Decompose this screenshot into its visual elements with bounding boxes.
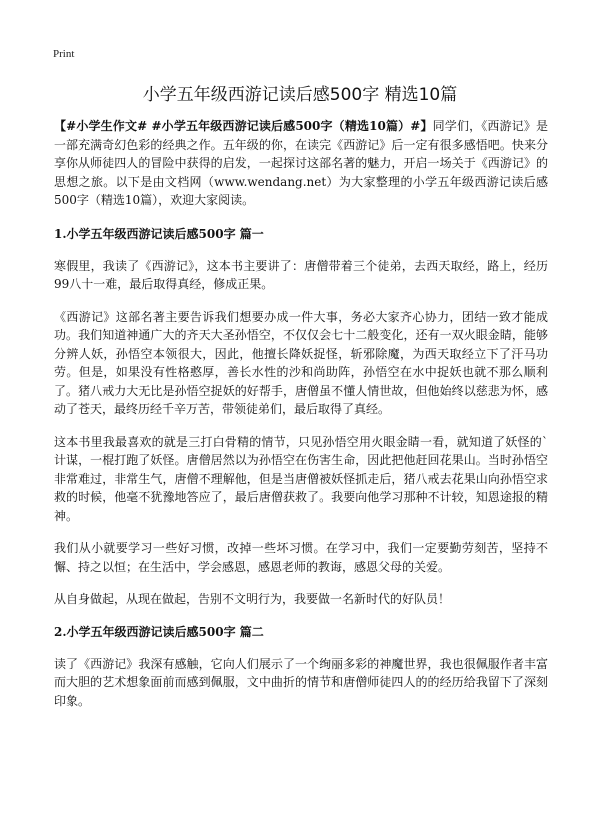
section-heading-1: 1.小学五年级西游记读后感500字 篇一 [54,226,264,241]
print-link[interactable]: Print [53,48,75,60]
paragraph: 寒假里，我读了《西游记》，这本书主要讲了：唐僧带着三个徒弟，去西天取经，路上，经历99八十一难，最后取得真经，修成正果。 [54,258,548,291]
paragraph: 《西游记》这部名著主要告诉我们想要办成一件大事，务必大家齐心协力，团结一致才能成功。我们知道神通广大的齐天大圣孙悟空，不仅仅会七十二般变化，还有一双火眼金睛，能够分辨人妖，孙悟空本领很大，因此，他擅长降妖捉怪，斩邪除魔，为西天取经立下了汗马功劳。但是，如果没有性格憨厚，善长水性的沙和尚助阵，孙悟空在水中捉妖也就不那么顺利了。猪八戒力大无比是孙悟空捉妖的好帮手，唐僧虽不懂人情世故，但他始终以慈悲为怀，感动了苍天，最终历经千辛万苦，带领徒弟们，最后取得了真经。 [54,309,548,416]
paragraph: 我们从小就要学习一些好习惯，改掉一些坏习惯。在学习中，我们一定要勤劳刻苦，坚持不懈、持之以恒；在生活中，学会感恩，感恩老师的教诲，感恩父母的关爱。 [54,541,548,574]
intro-paragraph [54,117,548,210]
paragraph: 读了《西游记》我深有感触，它向人们展示了一个绚丽多彩的神魔世界，我也很佩服作者丰富而大胆的艺术想象面前而感到佩服，文中曲折的情节和唐僧师徒四人的的经历给我留下了深刻印象。 [54,656,548,708]
intro-tags: 【#小学生作文# #小学五年级西游记读后感500字（精选10篇）#】 [54,119,433,133]
paragraph: 这本书里我最喜欢的就是三打白骨精的情节，只见孙悟空用火眼金睛一看，就知道了妖怪的`计谋，一棍打跑了妖怪。唐僧居然以为孙悟空在伤害生命，因此把他赶回花果山。当时孙悟空非常难过，非常生气，唐僧不理解他，但是当唐僧被妖怪抓走后，猪八戒去花果山向孙悟空求救的时候，他毫不犹豫地答应了，最后唐僧获救了。我要向他学习那种不计较，知恩途报的精神。 [54,434,548,523]
article-body [54,117,548,724]
page-title: 小学五年级西游记读后感500字 精选10篇 [142,85,458,105]
intro-text: 同学们，《西游记》是一部充满奇幻色彩的经典之作。五年级的你，在读完《西游记》后一定有很多感悟吧。快来分享你从师徒四人的冒险中获得的启发，一起探讨这部名著的魅力，开启一场关于《西游记》的思想之旅。以下是由文档网（www.wendang.net）为大家整理的小学五年级西游记读后感500字（精选10篇），欢迎大家阅读。 [54,119,548,207]
paragraph: 从自身做起，从现在做起，告别不文明行为，我要做一名新时代的好队员！ [54,592,451,606]
section-heading-2: 2.小学五年级西游记读后感500字 篇二 [54,624,264,639]
